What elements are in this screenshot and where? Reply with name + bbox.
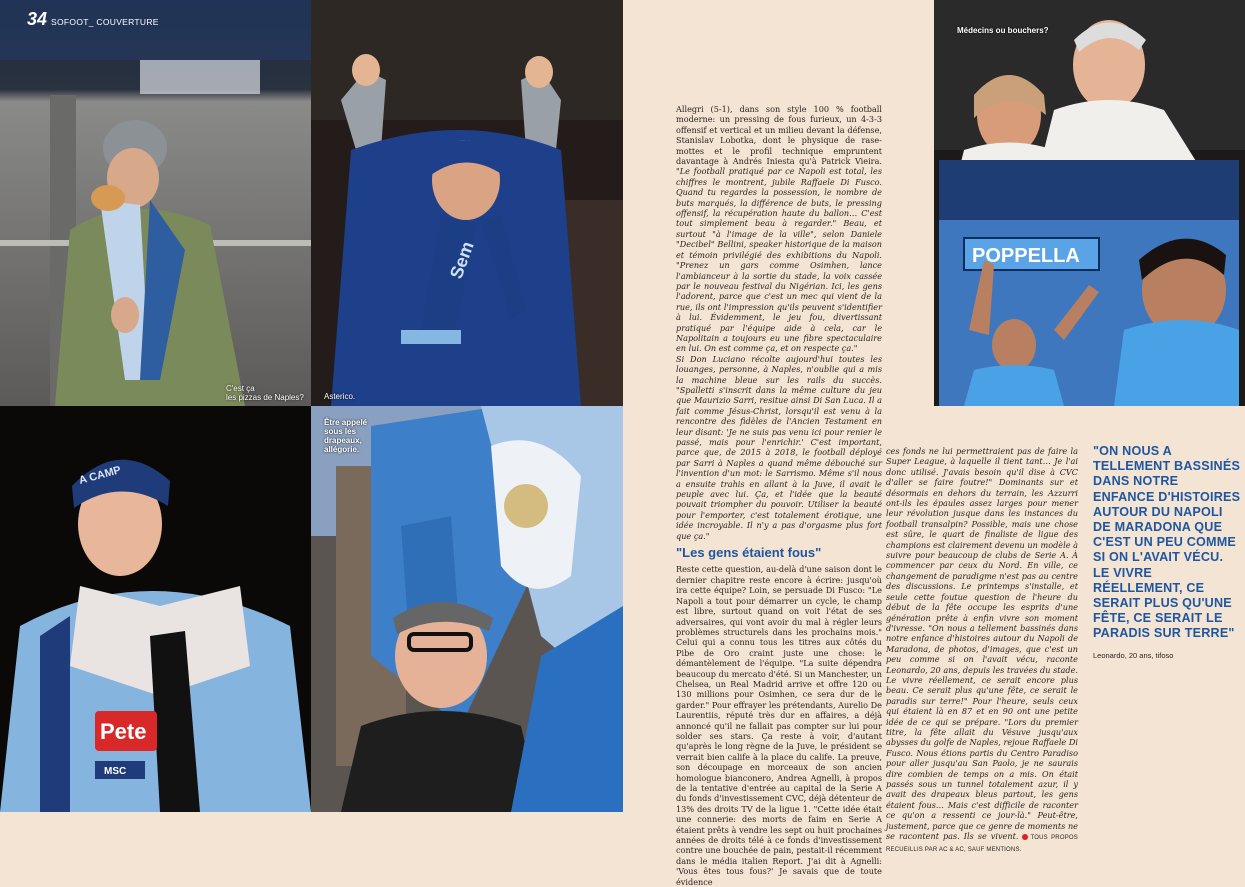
article-text-p1b: "Le football pratiqué par ce Napoli est total, les chiffres le montrent, jubile Raffaele Di Fusco. Quand tu regardes la possession, le nombre de buts marqués, la différence de buts, le pressing offensif, la récupération haute du ballon… C'est tout simplement beau à regarder." Beau, et surtout "à l'image de la ville", selon Daniele "Decibel" Bellini, speaker historique de la maison et témoin privilégié des exhibitions du Napoli. "Prenez un gars comme Osimhen, lance l'ambianceur à la sortie du stade, la voix cassée par le nouveau festival du Nigérian. Ici, les gens l'adorent, parce que c'est un mec qui vient de la rue, ils ont l'impression qu'ils peuvent s'identifier à lui. Évidemment, le jeu fou, divertissant pratiqué par l'équipe aide à cela, car le Napolitain a toujours eu une fibre spectaculaire en lui. On est comme ça, et on respecte ça." [676, 166, 882, 354]
article-text-p1: Allegri (5-1), dans son style 100 % football moderne: un pressing de fous furieux, un 4-3-3 offensif et vertical et un milieu devant la défense, Stanislav Lobotka, dont le physique de rase-mottes et le profil technique empruntent davantage à Andrés Iniesta qu'à Patrick Vieira. [676, 104, 882, 167]
photo-fan-scarf-image [0, 406, 311, 812]
article-paragraph [676, 354, 882, 541]
photo-fan-scarf [0, 406, 311, 812]
svg-text:A CAMP: A CAMP [77, 464, 123, 487]
end-bullet-icon [1022, 834, 1028, 840]
article-paragraph [676, 104, 882, 354]
article-column-1 [676, 104, 882, 887]
caption-asterico: Asterico. [324, 392, 356, 401]
photo-asterico-image [311, 0, 623, 406]
article-paragraph: Reste cette question, au-delà d'une saison dont le dernier chapitre reste encore à écrire: jusqu'où ira cette équipe? Loin, se persuade Di Fusco: "Le Napoli a tout pour démarrer un cycle, le champ est libre, surtout quand on voit l'état de ses adversaires, qui vont avoir du mal à régler leurs problèmes structurels dans les prochains mois." Celui qui a connu tous les titres aux côtés du Pibe de Oro craint juste une chose: le démantèlement de l'équipe. "La suite dépendra beaucoup du mercato d'été. Si un Manchester, un Chelsea, un Real Madrid arrive et offre 120 ou 130 millions pour Osimhen, ce sera dur de le garder." Pour effrayer les prétendants, Aurelio De Laurentiis, réputé très dur en affaires, a déjà annoncé qu'il ne fallait pas compter sur lui pour solder ses stars. Ça reste à voir, d'autant qu'après le long règne de la Juve, le président se verrait bien calife à la place du calife. La preuve, son découpage en morceaux de son ancien homologue bianconero, Andrea Agnelli, à propos de la tentative d'entrée au capital de la Serie A du fonds d'investissement CVC, déjà détenteur de 13% des droits TV de la ligue 1. "Cette idée était une connerie: des morts de faim en Serie A étaient prêts à vendre les sept ou huit prochaines années de droits télé à ce fonds d'investissement contre une bouchée de pain, pestait-il récemment dans le média italien Report. J'ai dit à Agnelli: 'Vous êtes tous fous?' Je savais que de toute évidence [676, 564, 882, 887]
article-paragraph [886, 446, 1078, 856]
caption-fan-eating: C'est ça les pizzas de Naples? [226, 384, 304, 402]
page-number: 34 [27, 9, 48, 29]
folio [27, 9, 159, 30]
photo-fan-eating [0, 0, 311, 406]
caption-medecins: Médecins ou bouchers? [957, 26, 1049, 35]
article-text-col2: ces fonds ne lui permettraient pas de faire la Super League, à laquelle il tient tant… Je l'ai donc utilisé. J'avais besoin qu'il dise à CVC d'aller se faire foutre!" Dominants sur et désormais en dehors du terrain, les Azzurri ont-ils les épaules assez larges pour mener leur révolution jusque dans les instances du football transalpin? Possible, mais une chose est sûre, le quart de finaliste de ligue des champions est clairement devenu un modèle à suivre pour beaucoup de clubs de Serie A. À commencer par ceux du Nord. En ville, ce changement de paradigme n'est pas au centre des discussions. Le printemps s'installe, et seule cette foutue question de l'heure du début de la fête occupe les esprits d'une génération prête à enfin vivre son moment d'ivresse. "On nous a tellement bassinés dans notre enfance d'histoires autour du Napoli de Maradona, de photos, d'images, que c'est un peu comme si on l'avait vécu, raconte Leonardo, 20 ans, depuis les travées du stade. Le vivre réellement, ce serait encore plus beau. Ce serait plus qu'une fête, ce serait le paradis sur terre!" Pour l'heure, seuls ceux qui étaient là en 87 et en 90 ont une petite idée de ce qui se prépare. "Lors du premier titre, la fête allait du Vésuve jusqu'aux abysses du golfe de Naples, rejoue Raffaele Di Fusco. Nous étions partis du Centro Paradiso pour aller jusqu'au San Paolo, je ne saurais dire combien de temps on a mis. On était passés sous un tunnel totalement azur, il y avait des drapeaux bleus partout, les gens étaient fous… Mais c'est difficile de raconter ce qu'on a ressenti ce jour-là." Peut-être, justement, parce que ce genre de moments ne se racontent pas. Ils se vivent. [886, 446, 1078, 842]
svg-text:Sem: Sem [445, 238, 478, 282]
photo-medecins-image [934, 0, 1245, 406]
section-label: SOFOOT_ COUVERTURE [51, 17, 159, 27]
photo-fan-eating-image [0, 0, 311, 406]
photo-asterico [311, 0, 623, 406]
shirt-sponsor-text: Pete [100, 719, 147, 744]
article-subhead: "Les gens étaient fous" [676, 545, 822, 561]
article-credit: TOUS PROPOS RECUEILLIS PAR AC & AC, SAUF MENTIONS. [886, 835, 1078, 854]
pull-quote: "ON NOUS A TELLEMENT BASSINÉS DANS NOTRE ENFANCE D'HISTOIRES AUTOUR DU NAPOLI DE MARADONA QUE C'EST UN PEU COMME SI ON L'AVAIT VÉCU. LE VIVRE RÉELLEMENT, CE SERAIT PLUS QU'UNE FÊTE, CE SERAIT LE PARADIS SUR TERRE" [1093, 444, 1241, 641]
photo-flags-image [311, 406, 623, 812]
pull-quote-credit: Leonardo, 20 ans, tifoso [1093, 651, 1174, 660]
photo-medecins [934, 0, 1245, 406]
poster-text: POPPELLA [972, 245, 1080, 267]
shirt-badge-text: MSC [104, 766, 127, 777]
article-column-2 [886, 446, 1078, 854]
caption-flags: Être appelé sous les drapeaux, allégorie. [324, 418, 368, 454]
photo-flags [311, 406, 623, 812]
article-text-p2: Si Don Luciano récolte aujourd'hui toutes les louanges, personne, à Naples, n'oublie qui a mis la machine bleue sur les rails du succès. "Spalletti s'inscrit dans la même culture du jeu que Maurizio Sarri, resitue ainsi Di San Luca. Il a fait comme Jésus-Christ, lorsqu'il est venu à la rencontre des fidèles de l'Ancien Testament en leur disant: 'Je ne suis pas venu ici pour renier le passé, mais pour l'enrichir.' C'est important, parce que, de 2015 à 2018, le football déployé par Sarri à Naples a quand même débouché sur l'invention d'un mot: le Sarrismo. Même s'il nous a ensuite trahis en allant à la Juve, il avait le peuple avec lui. Ça, et l'idée que la beauté pouvait triompher du pouvoir. Utiliser la beauté pour l'emporter, c'est totalement érotique, une idée incroyable. Il n'y a pas d'orgasme plus fort que ça." [676, 353, 882, 541]
